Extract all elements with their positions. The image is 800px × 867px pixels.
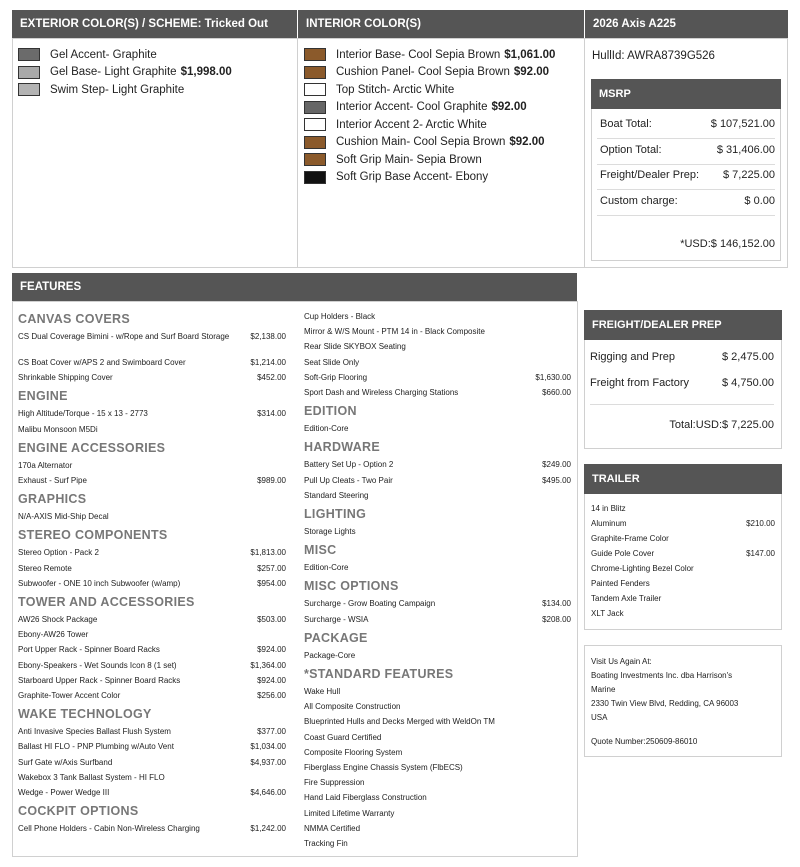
msrp-label: Boat Total: xyxy=(600,118,652,130)
msrp-value: $ 31,406.00 xyxy=(716,143,775,156)
trailer-item: XLT Jack xyxy=(591,609,624,618)
feature-item: CS Dual Coverage Bimini - w/Rope and Surf Board Storage xyxy=(18,332,230,341)
freight-total: Total:USD:$ 7,225.00 xyxy=(669,419,774,431)
quote-number: Quote Number:250609-86010 xyxy=(591,737,698,746)
feature-item: Hand Laid Fiberglass Construction xyxy=(304,793,427,803)
hull-id: HullId: AWRA8739G526 xyxy=(592,50,715,62)
msrp-title: MSRP xyxy=(591,79,781,109)
trailer-item: Painted Fenders xyxy=(591,579,650,588)
feature-item: Cell Phone Holders - Cabin Non-Wireless Charging xyxy=(18,824,200,834)
msrp-value: $ 0.00 xyxy=(744,194,775,207)
feature-item: Shrinkable Shipping Cover xyxy=(18,373,113,383)
dealer-line: Visit Us Again At: xyxy=(591,657,652,666)
color-price: $1,998.00 xyxy=(180,66,232,78)
divider xyxy=(590,404,774,405)
section-title: ENGINE xyxy=(18,389,68,404)
feature-item: Rear Slide SKYBOX Seating xyxy=(304,342,406,352)
color-row xyxy=(304,101,527,114)
color-label: Gel Accent- Graphite xyxy=(50,48,157,61)
color-price: $92.00 xyxy=(513,66,550,78)
feature-item: Wake Hull xyxy=(304,687,341,696)
color-swatch xyxy=(18,48,40,61)
trailer-item: Chrome-Lighting Bezel Color xyxy=(591,564,694,573)
msrp-label: Freight/Dealer Prep: xyxy=(600,169,700,181)
divider xyxy=(597,215,775,216)
feature-item: High Altitude/Torque - 15 x 13 - 2773 xyxy=(18,409,148,419)
feature-item: Soft-Grip Flooring xyxy=(304,372,368,382)
features-header: FEATURES xyxy=(12,273,577,301)
color-price: $1,061.00 xyxy=(504,48,556,61)
feature-price: $1,813.00 xyxy=(250,548,286,558)
color-swatch xyxy=(304,101,326,114)
color-price: $92.00 xyxy=(509,136,545,148)
section-title: EDITION xyxy=(304,404,357,419)
feature-item: Surcharge - WSIA xyxy=(304,614,369,624)
color-swatch xyxy=(304,118,326,131)
section-title: CANVAS COVERS xyxy=(18,312,131,326)
divider xyxy=(597,138,775,139)
feature-price: $314.00 xyxy=(257,409,286,419)
feature-item: Stereo Option - Pack 2 xyxy=(18,548,99,558)
color-row xyxy=(18,83,184,96)
color-row xyxy=(304,136,545,149)
color-swatch xyxy=(18,83,40,96)
feature-item: Port Upper Rack - Spinner Board Racks xyxy=(18,645,160,655)
feature-item: Pull Up Cleats - Two Pair xyxy=(304,475,393,485)
section-title: COCKPIT OPTIONS xyxy=(18,804,139,819)
feature-item: Ebony-AW26 Tower xyxy=(18,630,89,640)
feature-item: NMMA Certified xyxy=(304,823,361,833)
feature-item: Wakebox 3 Tank Ballast System - HI FLO xyxy=(18,772,165,782)
feature-price: $954.00 xyxy=(257,578,286,588)
feature-price: $924.00 xyxy=(257,645,286,655)
feature-item: Limited Lifetime Warranty xyxy=(304,808,395,818)
dealer-line: 2330 Twin View Blvd, Redding, CA 96003 xyxy=(591,699,739,708)
feature-item: Tracking Fin xyxy=(304,839,348,848)
feature-item: Edition-Core xyxy=(304,563,349,573)
feature-price: $377.00 xyxy=(257,727,286,737)
feature-item: Storage Lights xyxy=(304,527,356,536)
section-title: TOWER AND ACCESSORIES xyxy=(18,595,195,609)
feature-item: Fiberglass Engine Chassis System (FlbECS) xyxy=(304,763,463,772)
feature-item: Mirror & W/S Mount - PTM 14 in - Black Composite xyxy=(304,327,485,337)
trailer-price: $147.00 xyxy=(746,549,775,558)
msrp-value: $ 107,521.00 xyxy=(710,118,775,130)
color-swatch xyxy=(18,66,40,79)
feature-item: Coast Guard Certified xyxy=(304,732,382,742)
freight-label: Rigging and Prep xyxy=(590,351,676,363)
exterior-header: EXTERIOR COLOR(S) / SCHEME: Tricked Out xyxy=(12,10,297,38)
color-row xyxy=(18,48,157,61)
color-label: Gel Base- Light Graphite xyxy=(50,66,177,78)
color-label: Top Stitch- Arctic White xyxy=(336,83,455,96)
color-swatch xyxy=(304,66,326,79)
color-row xyxy=(304,83,454,96)
divider xyxy=(597,164,775,165)
interior-header: INTERIOR COLOR(S) xyxy=(298,10,584,38)
color-row xyxy=(304,153,482,166)
feature-item: Fire Suppression xyxy=(304,778,365,788)
color-swatch xyxy=(304,136,326,149)
section-title: *STANDARD FEATURES xyxy=(304,667,454,681)
color-row xyxy=(304,118,487,131)
feature-item: Battery Set Up - Option 2 xyxy=(304,460,394,470)
section-title: MISC OPTIONS xyxy=(304,579,399,594)
feature-price: $660.00 xyxy=(542,388,571,397)
feature-price: $249.00 xyxy=(542,460,571,470)
color-label: Interior Base- Cool Sepia Brown xyxy=(336,48,501,61)
feature-item: Wedge - Power Wedge III xyxy=(18,788,110,797)
freight-value: $ 4,750.00 xyxy=(722,377,774,389)
feature-item: Malibu Monsoon M5Di xyxy=(18,424,98,434)
msrp-label: Custom charge: xyxy=(600,194,678,207)
color-price: $92.00 xyxy=(491,101,527,113)
feature-item: Composite Flooring System xyxy=(304,747,403,757)
feature-item: CS Boat Cover w/APS 2 and Swimboard Cover xyxy=(18,358,186,367)
color-row xyxy=(304,48,555,61)
color-row xyxy=(304,66,549,79)
feature-price: $1,214.00 xyxy=(250,358,286,367)
divider xyxy=(597,189,775,190)
feature-item: Exhaust - Surf Pipe xyxy=(18,476,87,485)
msrp-total: *USD:$ 146,152.00 xyxy=(680,238,775,250)
dealer-line: Boating Investments Inc. dba Harrison's xyxy=(591,671,733,680)
color-label: Soft Grip Base Accent- Ebony xyxy=(336,171,489,183)
feature-item: Surcharge - Grow Boating Campaign xyxy=(304,599,436,609)
feature-item: Edition-Core xyxy=(304,424,349,434)
feature-price: $924.00 xyxy=(257,675,286,685)
feature-item: N/A-AXIS Mid-Ship Decal xyxy=(18,512,109,522)
feature-item: Ebony-Speakers - Wet Sounds Icon 8 (1 set) xyxy=(18,660,177,670)
feature-item: Anti Invasive Species Ballast Flush System xyxy=(18,727,171,737)
feature-item: Stereo Remote xyxy=(18,563,72,573)
color-swatch xyxy=(304,48,326,61)
color-label: Cushion Main- Cool Sepia Brown xyxy=(336,136,506,148)
feature-item: All Composite Construction xyxy=(304,702,401,712)
trailer-item: 14 in Blitz xyxy=(591,504,626,513)
freight-title: FREIGHT/DEALER PREP xyxy=(584,310,782,340)
feature-item: Starboard Upper Rack - Spinner Board Racks xyxy=(18,675,181,685)
feature-price: $989.00 xyxy=(257,476,286,485)
color-label: Cushion Panel- Cool Sepia Brown xyxy=(336,66,510,78)
section-title: STEREO COMPONENTS xyxy=(18,528,168,543)
section-title: ENGINE ACCESSORIES xyxy=(18,440,166,455)
feature-price: $257.00 xyxy=(257,563,286,573)
feature-price: $256.00 xyxy=(257,691,286,700)
feature-item: Subwoofer - ONE 10 inch Subwoofer (w/amp) xyxy=(18,578,181,588)
color-swatch xyxy=(304,153,326,166)
msrp-value: $ 7,225.00 xyxy=(723,169,775,181)
section-title: HARDWARE xyxy=(304,440,381,455)
trailer-item: Guide Pole Cover xyxy=(591,549,655,558)
feature-price: $134.00 xyxy=(542,599,571,609)
feature-price: $208.00 xyxy=(542,614,571,624)
feature-item: Ballast HI FLO - PNP Plumbing w/Auto Vent xyxy=(18,742,174,752)
color-row xyxy=(18,66,232,79)
feature-item: 170a Alternator xyxy=(18,460,73,470)
feature-price: $1,630.00 xyxy=(535,372,571,382)
feature-price: $4,646.00 xyxy=(250,788,286,797)
feature-price: $1,034.00 xyxy=(250,742,286,752)
feature-price: $495.00 xyxy=(542,475,571,485)
trailer-price: $210.00 xyxy=(746,519,775,528)
feature-item: AW26 Shock Package xyxy=(18,615,98,624)
color-label: Swim Step- Light Graphite xyxy=(50,83,185,96)
feature-item: Surf Gate w/Axis Surfband xyxy=(18,757,113,767)
feature-price: $452.00 xyxy=(257,373,286,383)
section-title: MISC xyxy=(304,543,337,558)
color-label: Soft Grip Main- Sepia Brown xyxy=(336,153,482,166)
model-header: 2026 Axis A225 xyxy=(585,10,788,38)
section-title: GRAPHICS xyxy=(18,492,87,507)
feature-item: Blueprinted Hulls and Decks Merged with WeldOn TM xyxy=(304,717,495,727)
feature-price: $2,138.00 xyxy=(250,332,286,341)
color-row xyxy=(304,171,488,184)
feature-price: $1,364.00 xyxy=(250,660,286,670)
color-label: Interior Accent 2- Arctic White xyxy=(336,118,487,131)
dealer-line: Marine xyxy=(591,685,616,694)
feature-item: Seat Slide Only xyxy=(304,357,360,367)
section-title: PACKAGE xyxy=(304,630,368,645)
feature-price: $1,242.00 xyxy=(250,824,286,834)
dealer-line: USA xyxy=(591,713,608,722)
freight-label: Freight from Factory xyxy=(590,377,690,389)
freight-value: $ 2,475.00 xyxy=(722,351,774,363)
color-swatch xyxy=(304,171,326,184)
feature-item: Graphite-Tower Accent Color xyxy=(18,691,121,700)
feature-price: $4,937.00 xyxy=(250,757,286,767)
msrp-label: Option Total: xyxy=(600,143,662,156)
feature-price: $503.00 xyxy=(257,615,286,624)
section-title: WAKE TECHNOLOGY xyxy=(18,707,152,722)
section-title: LIGHTING xyxy=(304,507,367,521)
feature-item: Cup Holders - Black xyxy=(304,312,376,321)
feature-item: Package-Core xyxy=(304,650,356,660)
trailer-item: Tandem Axle Trailer xyxy=(591,594,662,603)
trailer-title: TRAILER xyxy=(584,464,782,494)
trailer-item: Graphite-Frame Color xyxy=(591,534,669,543)
trailer-item: Aluminum xyxy=(591,519,627,528)
feature-item: Sport Dash and Wireless Charging Stations xyxy=(304,388,459,397)
feature-item: Standard Steering xyxy=(304,490,369,500)
color-swatch xyxy=(304,83,326,96)
color-label: Interior Accent- Cool Graphite xyxy=(336,101,488,113)
